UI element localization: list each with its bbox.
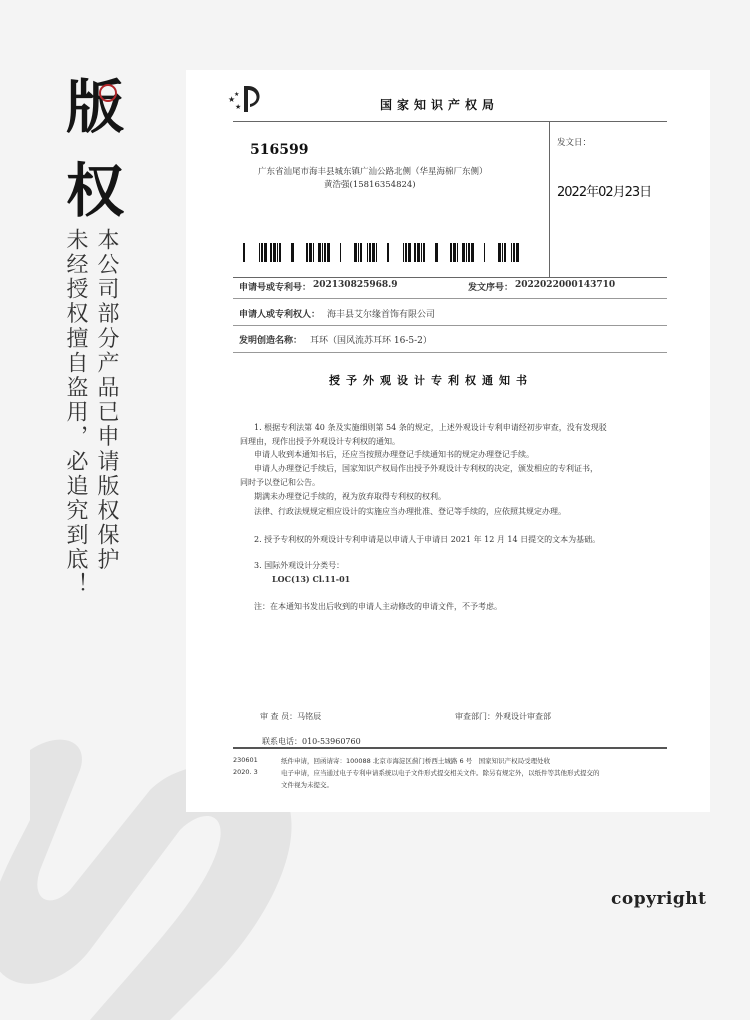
copyright-notice-right: 本公司部分产品已申请版权保护 <box>94 228 119 573</box>
contact-phone: 联系电话：010-53960760 <box>262 737 361 746</box>
department: 审查部门：外观设计审查部 <box>455 712 551 721</box>
form-version: 2020. 3 <box>233 768 258 776</box>
svg-text:★: ★ <box>228 95 236 104</box>
app-no: 202130825968.9 <box>313 280 398 290</box>
copyright-label: copyright <box>611 889 707 909</box>
copyright-notice-left: 未经授权擅自盗用，必追究到底！ <box>63 228 88 597</box>
loc-class: LOC(13) Cl.11-01 <box>272 574 351 584</box>
form-code: 230601 <box>233 756 258 764</box>
paragraph-1c: 申请人收到本通知书后，还应当按照办理登记手续通知书的规定办理登记手续。 <box>254 450 534 459</box>
serial: 2022022000143710 <box>515 280 616 290</box>
footer-line-2: 电子申请，应当通过电子专利申请系统以电子文件形式提交相关文件。除另有规定外，以纸件等其他形式提交的 <box>281 769 600 777</box>
seal-circle-icon <box>99 84 117 102</box>
barcode-icon <box>237 243 521 262</box>
title-char-ban: 版 <box>65 73 124 141</box>
design-name: 耳环（国风流苏耳环 16-5-2） <box>310 336 432 346</box>
cnipa-logo-icon <box>226 84 266 114</box>
svg-text:★: ★ <box>234 91 240 98</box>
paragraph-3: 3. 国际外观设计分类号： <box>254 561 345 570</box>
paragraph-1e: 同时予以登记和公告。 <box>240 478 320 487</box>
brand-title <box>60 65 130 233</box>
paragraph-1-cont: 回理由，现作出授予外观设计专利权的通知。 <box>240 437 400 446</box>
applicant-label: 申请人或专利权人： <box>239 310 321 320</box>
postcode: 516599 <box>250 142 309 158</box>
paragraph-1: 1. 根据专利法第 40 条及实施细则第 54 条的规定，上述外观设计专利申请经初步审查，没有发现驳 <box>254 423 607 432</box>
svg-text:★: ★ <box>235 103 242 111</box>
paragraph-1g: 法律、行政法规规定相应设计的实施应当办理批准、登记等手续的，应依照其规定办理。 <box>254 507 566 516</box>
title-char-quan: 权 <box>65 157 124 225</box>
applicant: 海丰县艾尔缘首饰有限公司 <box>327 310 436 320</box>
examiner: 审 查 员：马铭辰 <box>260 712 322 721</box>
recipient: 黄浩强(15816354824) <box>324 180 416 190</box>
issue-date: 2022年02月23日 <box>557 185 652 200</box>
paragraph-2: 2. 授予专利权的外观设计专利申请是以申请人于申请日 2021 年 12 月 14 日提交的文本为基础。 <box>254 535 601 544</box>
footer-line-3: 文件视为未提交。 <box>281 781 333 789</box>
notice-title: 授予外观设计专利权通知书 <box>329 374 533 387</box>
agency-name: 国家知识产权局 <box>380 98 500 112</box>
paragraph-1d: 申请人办理登记手续后，国家知识产权局作出授予外观设计专利权的决定，颁发相应的专利证书， <box>254 464 598 473</box>
issue-date-label: 发文日： <box>557 138 592 148</box>
app-no-label: 申请号或专利号： <box>239 283 312 293</box>
patent-document <box>186 70 710 812</box>
serial-label: 发文序号： <box>468 283 514 293</box>
address: 广东省汕尾市海丰县城东镇广汕公路北侧（华星海棉厂东侧） <box>258 167 488 177</box>
footer-line-1: 纸件申请，回函请寄：100088 北京市海淀区蓟门桥西土城路 6 号 国家知识产权局受理处收 <box>281 757 551 765</box>
design-label: 发明创造名称： <box>239 336 303 346</box>
note: 注：在本通知书发出后收到的申请人主动修改的申请文件，不予考虑。 <box>254 602 502 611</box>
paragraph-1f: 期满未办理登记手续的，视为放弃取得专利权的权利。 <box>254 492 446 501</box>
